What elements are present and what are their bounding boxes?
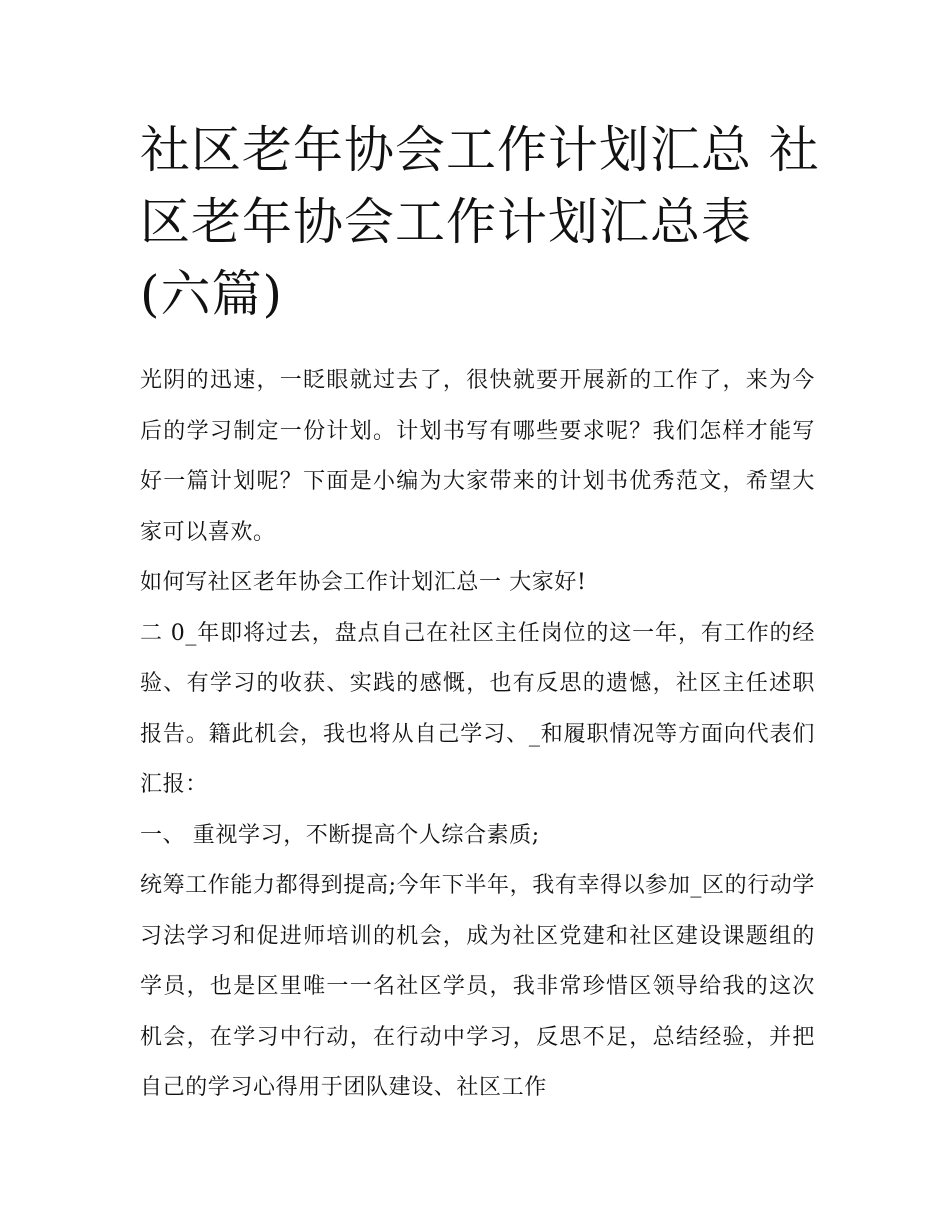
section-heading-paragraph: 如何写社区老年协会工作计划汇总一 大家好! — [140, 570, 587, 595]
document-title: 社区老年协会工作计划汇总 社区老年协会工作计划汇总表(六篇) — [140, 121, 820, 323]
intro-paragraph: 光阴的迅速，一眨眼就过去了，很快就要开展新的工作了，来为今后的学习制定一份计划。计划书写有哪些要求呢？我们怎样才能写好一篇计划呢？下面是小编为大家带来的计划书优秀范文，希望大家可以喜欢。 — [140, 368, 815, 545]
point-one-heading: 一、 重视学习，不断提高个人综合素质; — [140, 822, 540, 848]
point-one-paragraph: 统筹工作能力都得到提高;今年下半年，我有幸得以参加_区的行动学习法学习和促进师培训的机会，成为社区党建和社区建设课题组的学员，也是区里唯一一名社区学员，我非常珍惜区领导给我的这次机会，在学习中行动，在行动中学习，反思不足，总结经验，并把自己的学习心得用于团队建设、社区工作 — [140, 873, 816, 1100]
document-body — [140, 356, 815, 1114]
report-intro-paragraph: 二 0_年即将过去，盘点自己在社区主任岗位的这一年，有工作的经验、有学习的收获、实践的感慨，也有反思的遗憾，社区主任述职报告。籍此机会，我也将从自己学习、_和履职情况等方面向代表们汇报： — [140, 620, 815, 797]
